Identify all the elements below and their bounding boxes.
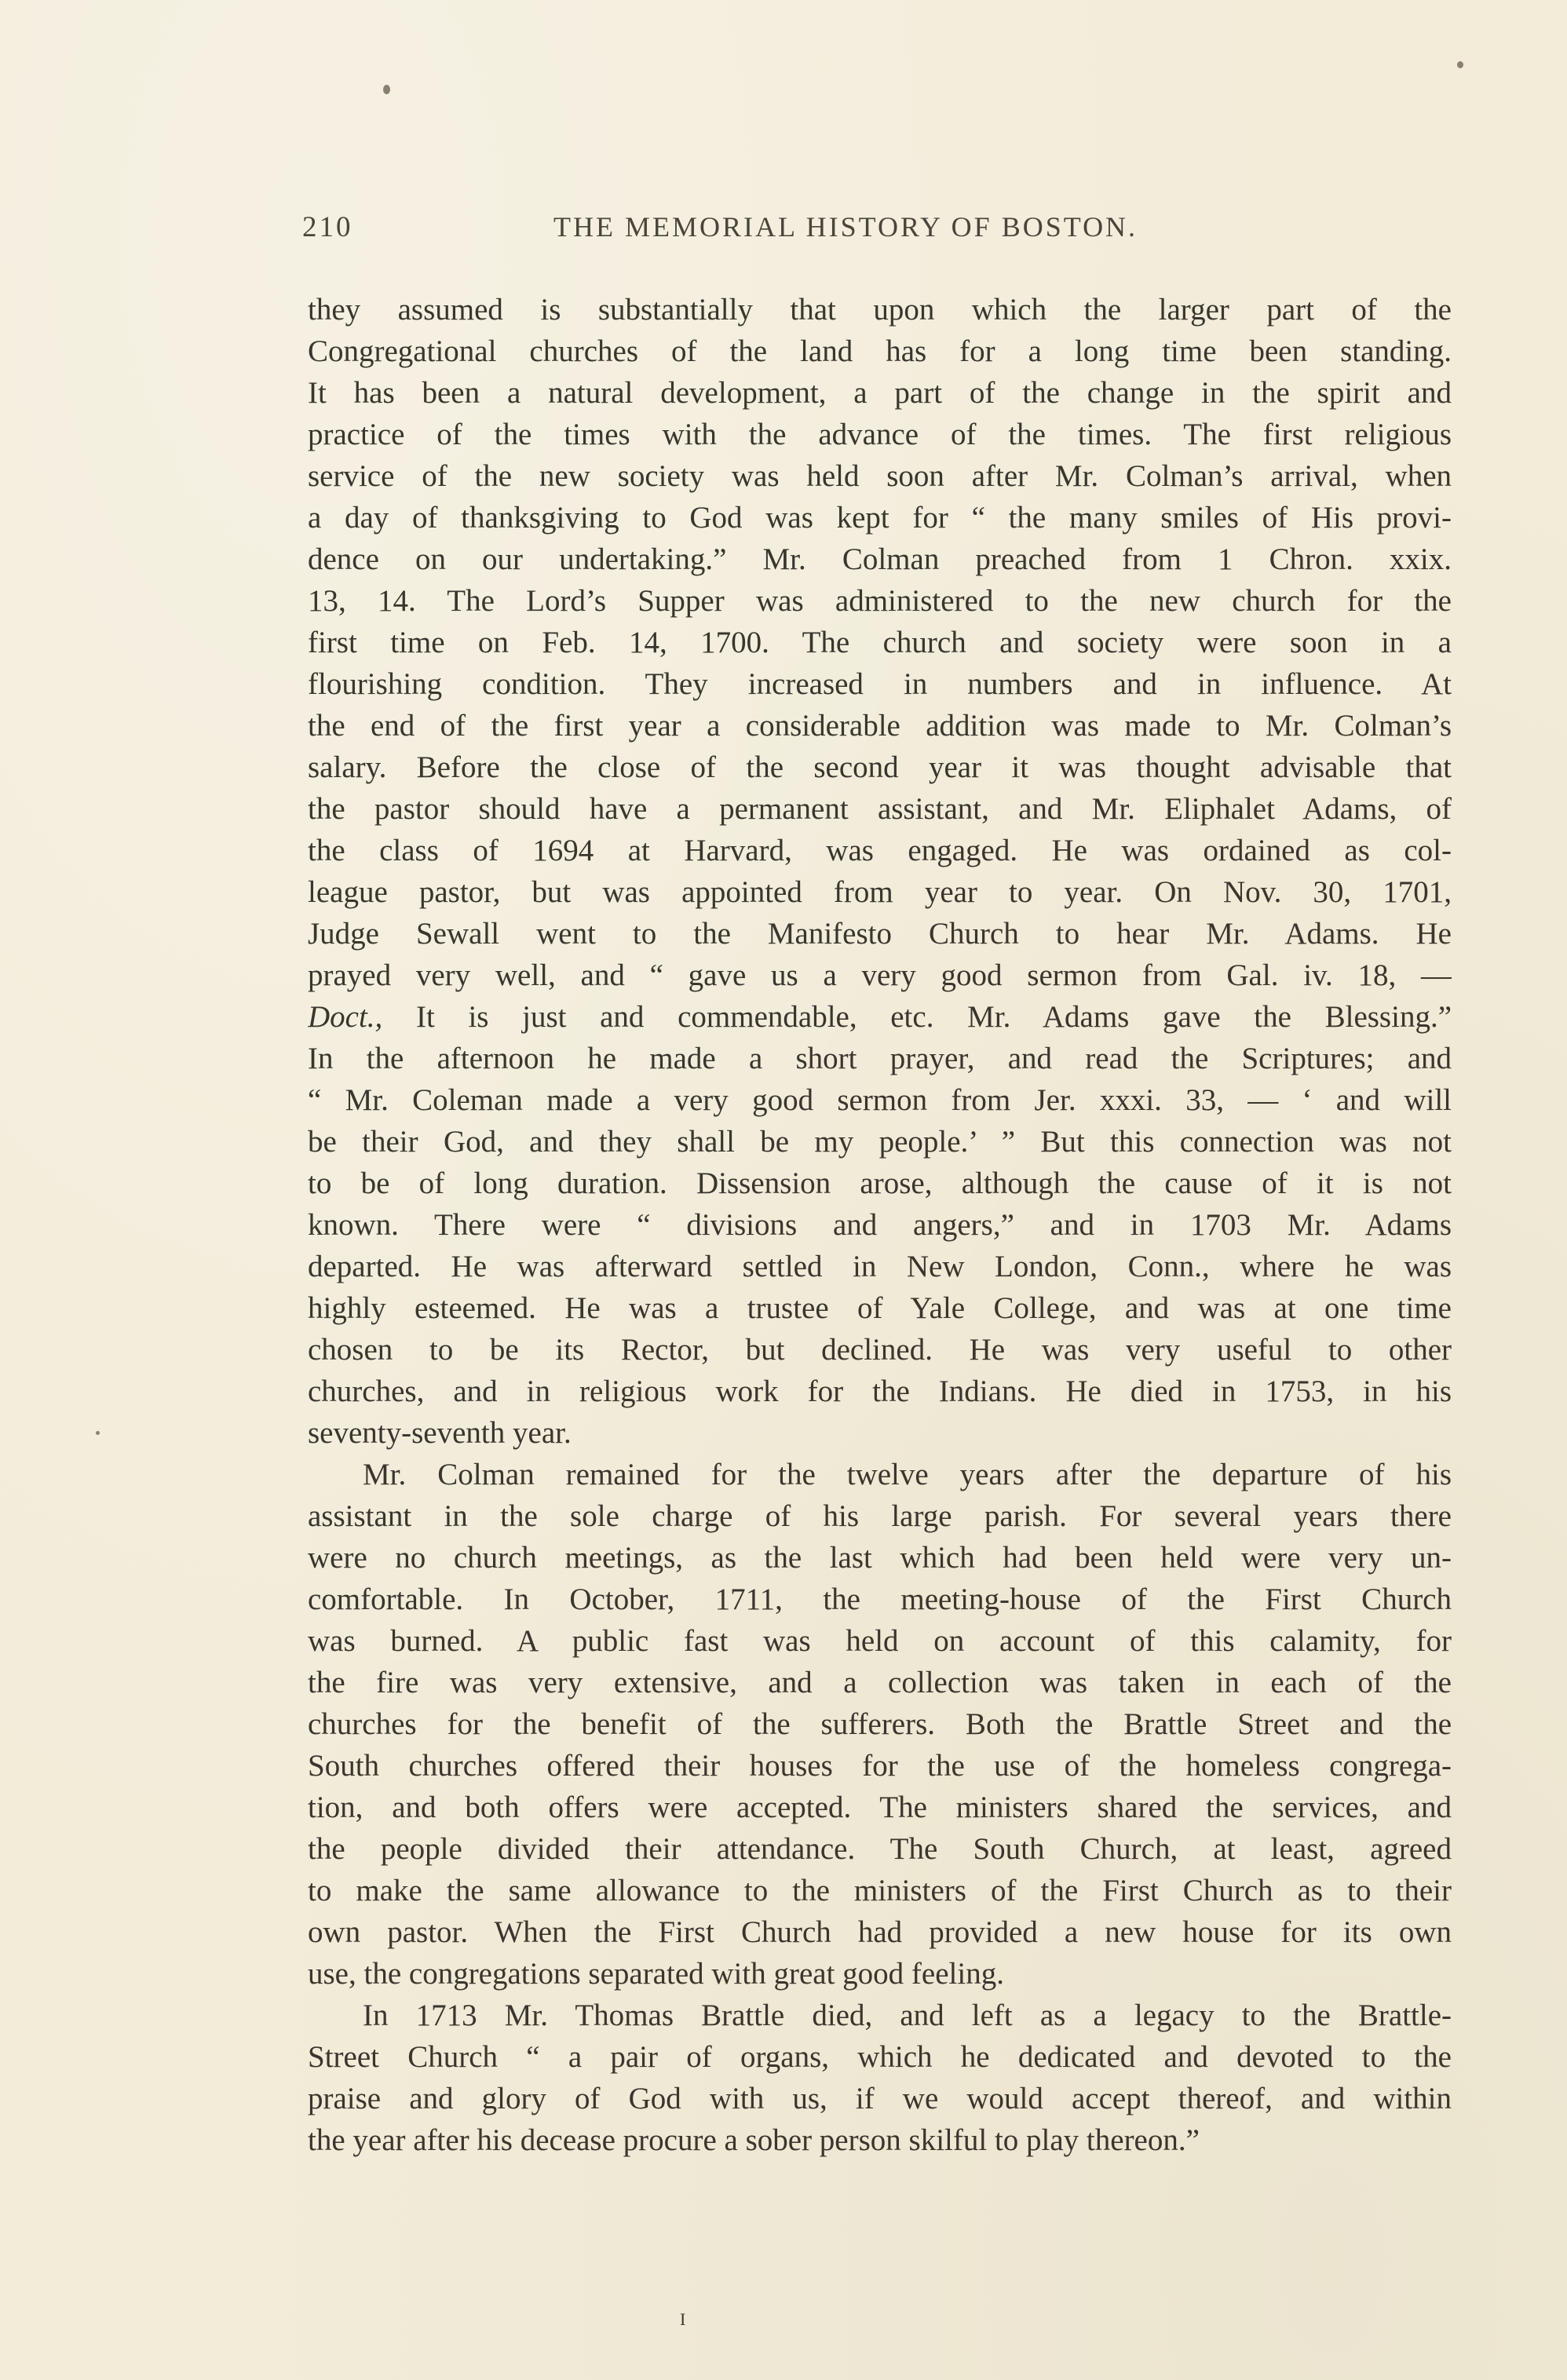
- text-line: a day of thanksgiving to God was kept for “ the many smiles of His provi-: [308, 501, 1452, 535]
- text-line: dence on our undertaking.” Mr. Colman preached from 1 Chron. xxix.: [308, 542, 1452, 576]
- text-line: highly esteemed. He was a trustee of Yale College, and was at one time: [308, 1291, 1452, 1325]
- text-line: known. There were “ divisions and angers,” and in 1703 Mr. Adams: [308, 1208, 1452, 1242]
- ink-speck: [383, 85, 390, 94]
- text-line: It has been a natural development, a part of the change in the spirit and: [308, 376, 1452, 410]
- text-line: Mr. Colman remained for the twelve years after the departure of his: [363, 1458, 1452, 1491]
- text-line: prayed very well, and “ gave us a very good sermon from Gal. iv. 18, —: [308, 958, 1452, 992]
- text-line: the end of the first year a considerable addition was made to Mr. Colman’s: [308, 709, 1452, 743]
- page-number: 210: [302, 211, 353, 243]
- text-line: to make the same allowance to the ministers of the First Church as to their: [308, 1874, 1452, 1907]
- text-line: flourishing condition. They increased in numbers and in influence. At: [308, 667, 1452, 701]
- text-line: seventy-seventh year.: [308, 1416, 572, 1450]
- text-line: the people divided their attendance. The South Church, at least, agreed: [308, 1832, 1452, 1866]
- text-line: first time on Feb. 14, 1700. The church and society were soon in a: [308, 626, 1452, 659]
- text-line: salary. Before the close of the second year it was thought advisable that: [308, 750, 1452, 784]
- text-line: use, the congregations separated with great good feeling.: [308, 1957, 1004, 1991]
- text-line: In 1713 Mr. Thomas Brattle died, and left as a legacy to the Brattle-: [363, 1999, 1452, 2032]
- italic-word: Doct.,: [308, 1000, 383, 1034]
- paragraph: [308, 1454, 1452, 1995]
- signature-mark: I: [680, 2309, 686, 2329]
- text-line: league pastor, but was appointed from year to year. On Nov. 30, 1701,: [308, 875, 1452, 909]
- text-line: Congregational churches of the land has for a long time been standing.: [308, 334, 1452, 368]
- text-line: “ Mr. Coleman made a very good sermon from Jer. xxxi. 33, — ‘ and will: [308, 1083, 1452, 1117]
- text-line: own pastor. When the First Church had provided a new house for its own: [308, 1915, 1452, 1949]
- text-line: to be of long duration. Dissension arose, although the cause of it is not: [308, 1166, 1452, 1200]
- text-line: were no church meetings, as the last which had been held were very un-: [308, 1541, 1452, 1575]
- text-line: Judge Sewall went to the Manifesto Church to hear Mr. Adams. He: [308, 917, 1452, 951]
- text-line: Street Church “ a pair of organs, which he dedicated and devoted to the: [308, 2040, 1452, 2074]
- text-line: they assumed is substantially that upon which the larger part of the: [308, 293, 1452, 327]
- ink-speck: [1457, 61, 1463, 68]
- text-line: 13, 14. The Lord’s Supper was administered to the new church for the: [308, 584, 1452, 618]
- text-line: chosen to be its Rector, but declined. He was very useful to other: [308, 1333, 1452, 1367]
- paragraph: [308, 1995, 1452, 2161]
- text-line: In the afternoon he made a short prayer, and read the Scriptures; and: [308, 1042, 1452, 1075]
- text-line: South churches offered their houses for the use of the homeless congrega-: [308, 1749, 1452, 1783]
- text-line: the class of 1694 at Harvard, was engaged. He was ordained as col-: [308, 834, 1452, 867]
- page-header: [302, 210, 1464, 257]
- text-line: Doct., It is just and commendable, etc. Mr. Adams gave the Blessing.”: [308, 1000, 1452, 1034]
- text-line: be their God, and they shall be my people.’ ” But this connection was not: [308, 1125, 1452, 1159]
- text-line: was burned. A public fast was held on account of this calamity, for: [308, 1624, 1452, 1658]
- running-head-title: THE MEMORIAL HISTORY OF BOSTON.: [553, 211, 1138, 243]
- ink-speck: [96, 1431, 100, 1435]
- text-line: departed. He was afterward settled in New London, Conn., where he was: [308, 1250, 1452, 1283]
- text-line: the year after his decease procure a sober person skilful to play thereon.”: [308, 2123, 1200, 2157]
- paragraph: [308, 289, 1452, 1454]
- text-line: practice of the times with the advance of the times. The first religious: [308, 418, 1452, 451]
- text-line: the pastor should have a permanent assistant, and Mr. Eliphalet Adams, of: [308, 792, 1452, 826]
- body-text: [308, 289, 1452, 2161]
- text-line: tion, and both offers were accepted. The ministers shared the services, and: [308, 1790, 1452, 1824]
- text-line: comfortable. In October, 1711, the meeting-house of the First Church: [308, 1582, 1452, 1616]
- text-line: assistant in the sole charge of his large parish. For several years there: [308, 1499, 1452, 1533]
- text-line: praise and glory of God with us, if we would accept thereof, and within: [308, 2082, 1452, 2115]
- text-line: the fire was very extensive, and a collection was taken in each of the: [308, 1666, 1452, 1699]
- text-line: churches, and in religious work for the Indians. He died in 1753, in his: [308, 1374, 1452, 1408]
- text-line: churches for the benefit of the sufferers. Both the Brattle Street and the: [308, 1707, 1452, 1741]
- text-line: service of the new society was held soon after Mr. Colman’s arrival, when: [308, 459, 1452, 493]
